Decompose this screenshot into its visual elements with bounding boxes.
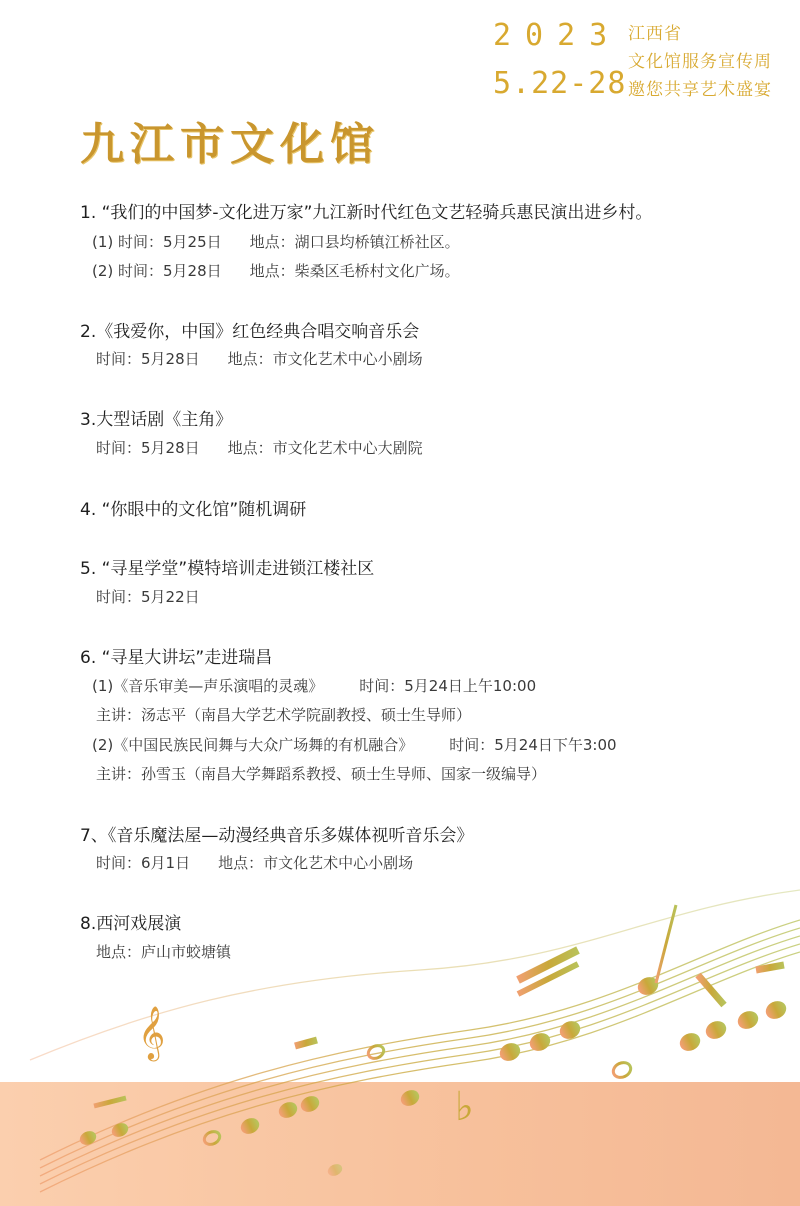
header-year: 2023 <box>493 18 622 53</box>
event-2-title: 2.《我爱你，中国》红色经典合唱交响音乐会 <box>80 322 420 342</box>
header-province: 江西省 <box>628 24 682 44</box>
event-5-title: 5. “寻星学堂”模特培训走进锁江楼社区 <box>80 559 375 579</box>
event-6-session-2 <box>92 734 617 755</box>
flat-sign-icon: ♭ <box>455 1084 474 1130</box>
event-1-session-1 <box>92 231 460 252</box>
header-week-name: 文化馆服务宣传周 <box>628 52 772 72</box>
event-3-time: 时间：5月28日 <box>96 439 200 457</box>
event-1-session-2 <box>92 260 460 281</box>
event-7-place: 地点：市文化艺术中心小剧场 <box>218 854 414 872</box>
event-1-s1-place: 地点：湖口县均桥镇江桥社区。 <box>249 233 460 251</box>
note-icon <box>366 1043 386 1061</box>
event-2-time: 时间：5月28日 <box>96 350 200 368</box>
event-8-place: 地点：庐山市蛟塘镇 <box>96 943 232 961</box>
note-beam <box>756 965 784 970</box>
music-notes-decoration <box>0 880 800 1206</box>
event-1-s2-time: (2) 时间：5月28日 <box>92 262 222 280</box>
event-6-s2-topic: (2)《中国民族民间舞与大众广场舞的有机融合》 <box>92 736 414 754</box>
event-6-s2-time: 时间：5月24日下午3:00 <box>449 736 617 754</box>
note-stem <box>656 905 676 983</box>
event-2-details <box>96 348 423 369</box>
event-6-s1-speaker: 主讲：汤志平（南昌大学艺术学院副教授、硕士生导师） <box>96 706 472 724</box>
event-1-title: 1. “我们的中国梦-文化进万家”九江新时代红色文艺轻骑兵惠民演出进乡村。 <box>80 203 653 223</box>
event-6-title: 6. “寻星大讲坛”走进瑞昌 <box>80 648 273 668</box>
event-1-s1-time: (1) 时间：5月25日 <box>92 233 222 251</box>
header-slogan: 邀您共享艺术盛宴 <box>628 80 772 100</box>
event-5-time: 时间：5月22日 <box>96 588 200 606</box>
header-dates: 5.22-28 <box>493 66 627 101</box>
event-3-title: 3.大型话剧《主角》 <box>80 410 233 430</box>
org-title: 九江市文化馆 <box>80 119 380 170</box>
event-2-place: 地点：市文化艺术中心小剧场 <box>227 350 423 368</box>
note-beam <box>295 1040 317 1046</box>
event-3-details <box>96 437 423 458</box>
event-7-title: 7、《音乐魔法屋—动漫经典音乐多媒体视听音乐会》 <box>80 826 474 846</box>
event-6-s1-time: 时间：5月24日上午10:00 <box>359 677 537 695</box>
event-6-session-1 <box>92 675 536 696</box>
event-6-s2-speaker: 主讲：孙雪玉（南昌大学舞蹈系教授、硕士生导师、国家一级编导） <box>96 765 547 783</box>
note-beam <box>698 975 724 1005</box>
event-3-place: 地点：市文化艺术中心大剧院 <box>227 439 423 457</box>
event-6-s1-topic: (1)《音乐审美—声乐演唱的灵魂》 <box>92 677 324 695</box>
header-side-text <box>628 20 772 104</box>
event-4-title: 4. “你眼中的文化馆”随机调研 <box>80 500 307 520</box>
event-8-title: 8.西河戏展演 <box>80 914 182 934</box>
event-7-time: 时间：6月1日 <box>96 854 191 872</box>
event-7-details <box>96 852 413 873</box>
treble-clef-icon: 𝄞 <box>138 1005 166 1059</box>
event-1-s2-place: 地点：柴桑区毛桥村文化广场。 <box>249 262 460 280</box>
